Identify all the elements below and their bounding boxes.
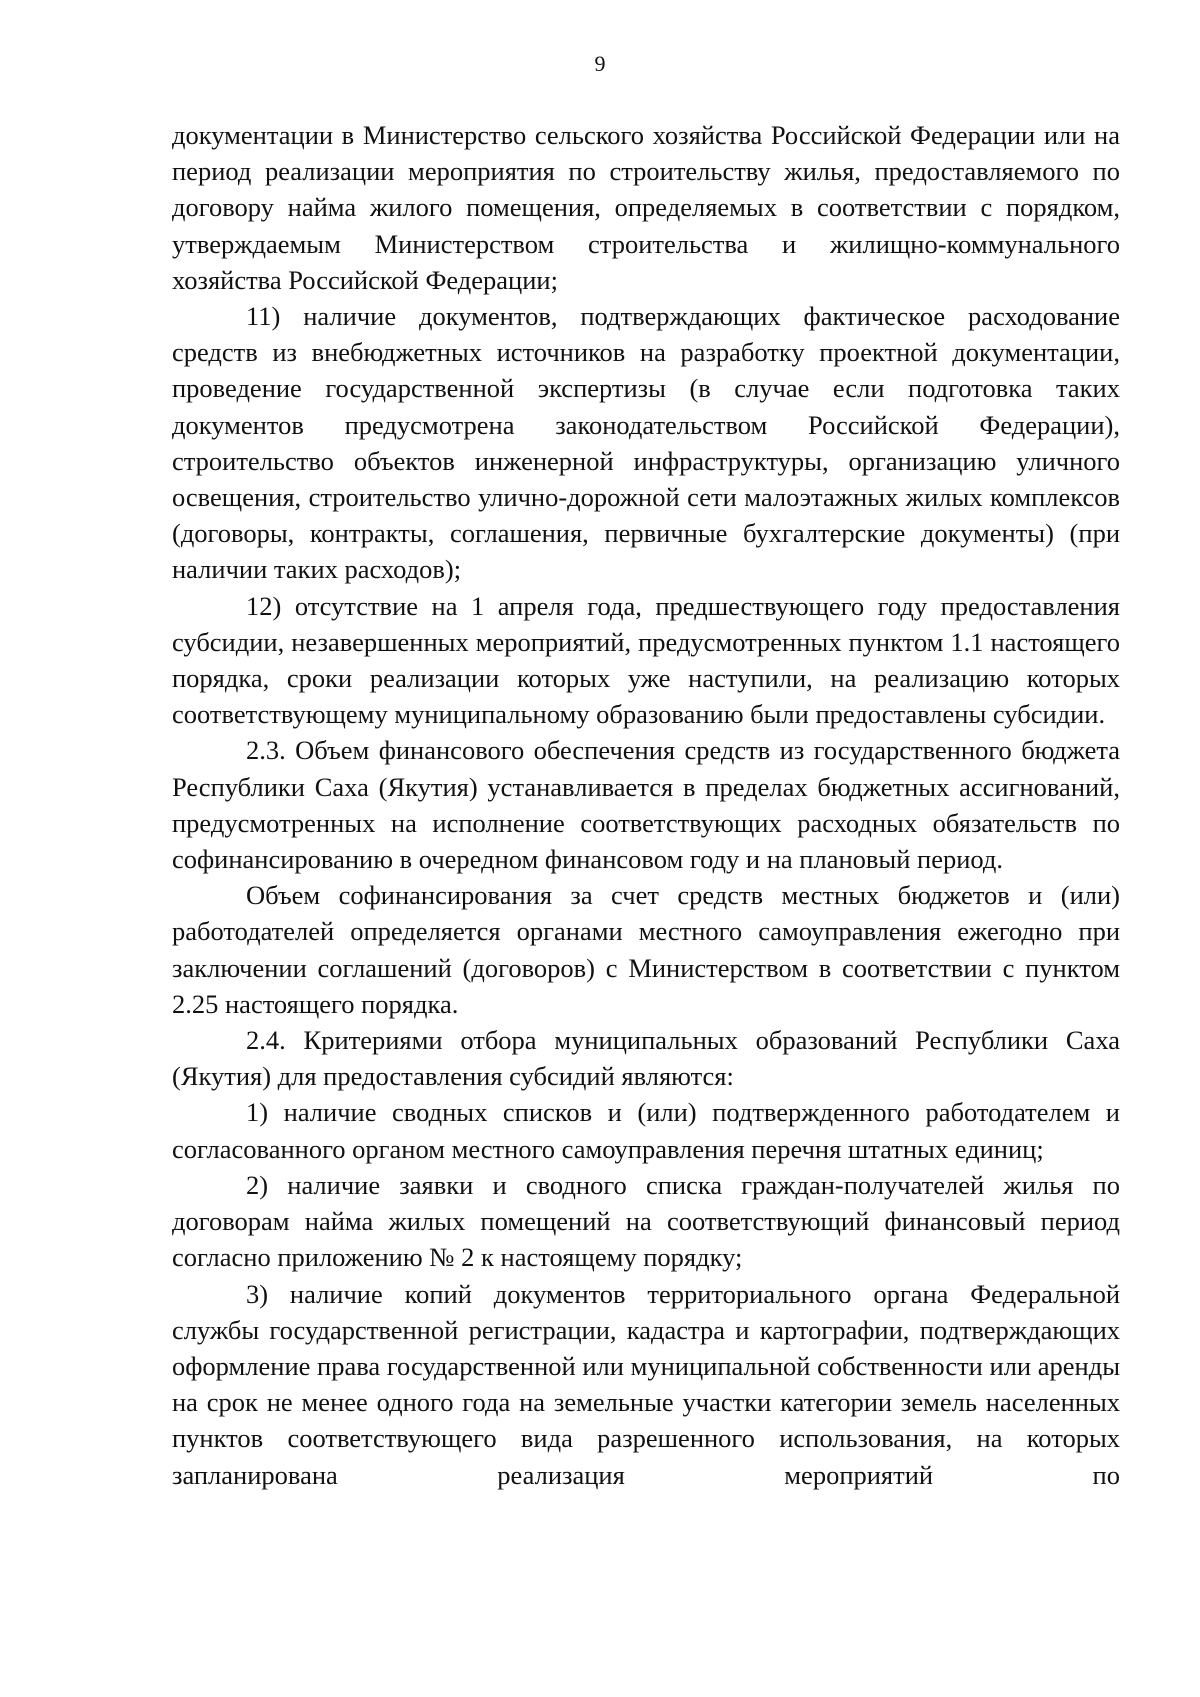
paragraph-item-11: 11) наличие документов, подтверждающих фактическое расходование средств из внебюджетных источников на разработку проектной документации, проведение государственной экспертизы (в случае если подготовка таких документов предусмотрена законодательством Российской Федерации), строительство объектов инженерной инфраструктуры, организацию уличного освещения, строительство улично-дорожной сети малоэтажных жилых комплексов (договоры, контракты, соглашения, первичные бухгалтерские документы) (при наличии таких расходов); [172,301,1120,585]
paragraph-clause-2-3: 2.3. Объем финансового обеспечения средств из государственного бюджета Республики Саха (Якутия) устанавливается в пределах бюджетных ассигнований, предусмотренных на исполнение соответствующих расходных обязательств по софинансированию в очередном финансовом году и на плановый период. [172,735,1120,875]
paragraph-criterion-1: 1) наличие сводных списков и (или) подтвержденного работодателем и согласованного органом местного самоуправления перечня штатных единиц; [172,1097,1120,1164]
paragraph-item-12: 12) отсутствие на 1 апреля года, предшествующего году предоставления субсидии, незавершенных мероприятий, предусмотренных пунктом 1.1 настоящего порядка, сроки реализации которых уже наступили, на реализацию которых соответствующему муниципальному образованию были предоставлены субсидии. [172,590,1120,730]
paragraph-cofinancing: Объем софинансирования за счет средств местных бюджетов и (или) работодателей определяется органами местного самоуправления ежегодно при заключении соглашений (договоров) с Министерством в соответствии с пунктом 2.25 настоящего порядка. [172,880,1120,1019]
page-number: 9 [594,51,606,76]
document-body [172,117,1120,1493]
paragraph-continuation: документации в Министерство сельского хозяйства Российской Федерации или на период реализации мероприятия по строительству жилья, предоставляемого по договору найма жилого помещения, определяемых в соответствии с порядком, утверждаемым Министерством строительства и жилищно-коммунального хозяйства Российской Федерации; [172,120,1120,295]
paragraph-criterion-2: 2) наличие заявки и сводного списка граждан-получателей жилья по договорам найма жилых помещений на соответствующий финансовый период согласно приложению № 2 к настоящему порядку; [172,1169,1120,1273]
paragraph-clause-2-4: 2.4. Критериями отбора муниципальных образований Республики Саха (Якутия) для предоставления субсидий являются: [172,1025,1120,1092]
paragraph-criterion-3: 3) наличие копий документов территориального органа Федеральной службы государственной регистрации, кадастра и картографии, подтверждающих оформление права государственной или муниципальной собственности или аренды на срок не менее одного года на земельные участки категории земель населенных пунктов соответствующего вида разрешенного использования, на которых запланирована реализация мероприятий по [172,1278,1120,1490]
